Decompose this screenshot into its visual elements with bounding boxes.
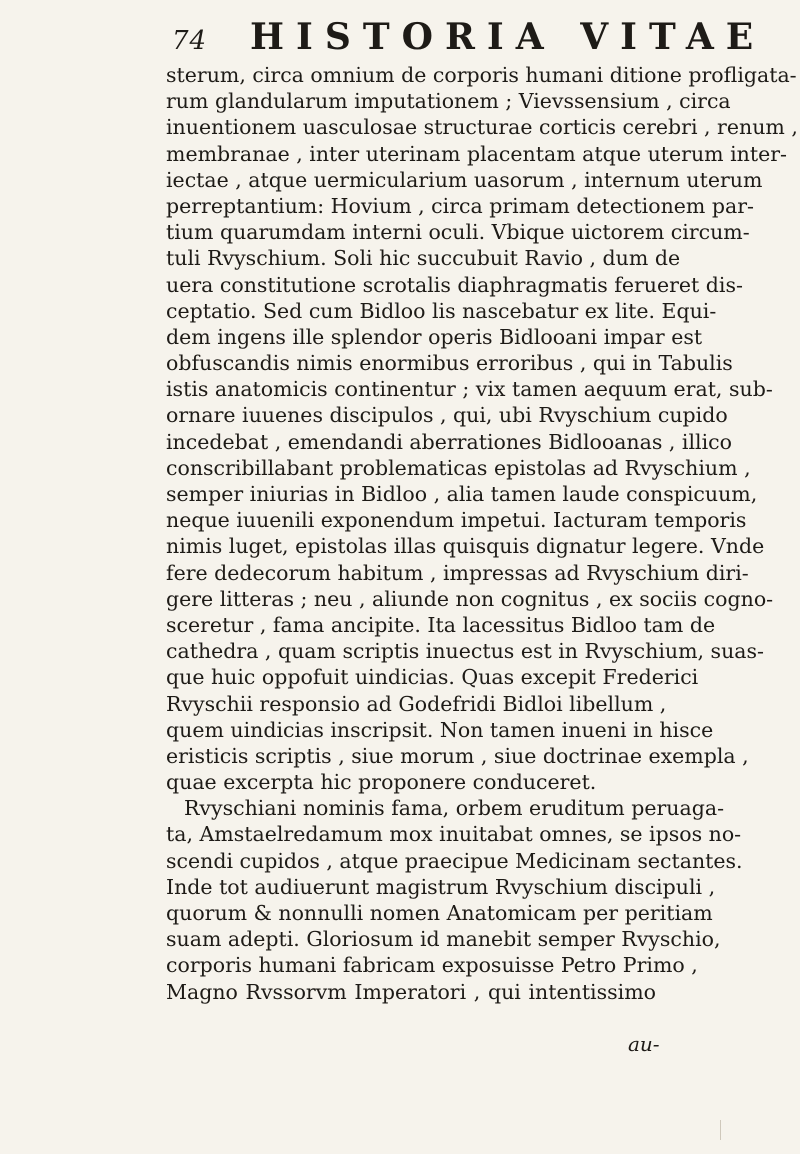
text-line: ornare iuuenes discipulos , qui, ubi Rvyschium cupido (166, 403, 728, 428)
text-line: sceretur , fama ancipite. Ita lacessitus Bidloo tam de (166, 612, 716, 637)
text-line: Rvyschii responsio ad Godefridi Bidloi libellum , (166, 691, 667, 716)
text-line: nimis luget, epistolas illas quisquis dignatur legere. Vnde (166, 534, 765, 559)
text-line: conscribillabant problematicas epistolas ad Rvyschium , (166, 455, 751, 480)
text-line: obfuscandis nimis enormibus erroribus , qui in Tabulis (166, 351, 733, 376)
text-line: perreptantium: Hovium , circa primam detectionem par- (166, 193, 754, 218)
text-line: istis anatomicis continentur ; vix tamen aequum erat, sub- (166, 377, 773, 402)
text-line: quorum & nonnulli nomen Anatomicam per peritiam (166, 901, 713, 925)
text-line: suam adepti. Gloriosum id manebit semper Rvyschio, (166, 927, 721, 952)
catchword: au- (628, 1032, 660, 1056)
running-title: HISTORIA VITAE (250, 16, 766, 58)
text-line: que huic oppofuit uindicias. Quas excepit Frederici (166, 665, 699, 690)
text-line: eristicis scriptis , siue morum , siue doctrinae exempla , (166, 743, 749, 768)
text-line: rum glandularum imputationem ; Vievssensium , circa (166, 89, 731, 114)
text-line: ta, Amstaelredamum mox inuitabat omnes, se ipsos no- (166, 822, 742, 847)
text-line: scendi cupidos , atque praecipue Medicinam sectantes. (166, 848, 743, 873)
text-line: semper iniurias in Bidloo , alia tamen laude conspicuum, (166, 482, 758, 506)
text-line: inuentionem uasculosae structurae corticis cerebri , renum , (166, 115, 798, 140)
body-text (166, 62, 798, 1005)
text-line: corporis humani fabricam exposuisse Petro Primo , (166, 953, 698, 978)
text-line: Inde tot audiuerunt magistrum Rvyschium discipuli , (166, 874, 716, 899)
page-header (0, 14, 800, 62)
text-line: gere litteras ; neu , aliunde non cognitus , ex sociis cogno- (166, 586, 774, 611)
text-line: cathedra , quam scriptis inuectus est in Rvyschium, suas- (166, 639, 764, 664)
text-line: tuli Rvyschium. Soli hic succubuit Ravio , dum de (166, 246, 681, 271)
paper-mark (720, 1120, 727, 1140)
text-line: ceptatio. Sed cum Bidloo lis nascebatur ex lite. Equi- (166, 298, 717, 323)
text-line: incedebat , emendandi aberrationes Bidlooanas , illico (166, 429, 732, 454)
text-line: Magno Rvssorvm Imperatori , qui intentissimo (166, 979, 656, 1004)
text-line: quae excerpta hic proponere conduceret. (166, 770, 597, 795)
text-line: tium quarumdam interni oculi. Vbique uictorem circum- (166, 220, 750, 245)
text-line: sterum, circa omnium de corporis humani ditione profligata- (166, 63, 797, 87)
text-line: iectae , atque uermicularium uasorum , internum uterum (166, 167, 763, 192)
text-line: dem ingens ille splendor operis Bidlooani impar est (166, 324, 703, 349)
page-number: 74 (172, 26, 208, 56)
text-line: neque iuuenili exponendum impetui. Iacturam temporis (166, 508, 747, 533)
text-line: membranae , inter uterinam placentam atque uterum inter- (166, 141, 787, 166)
text-line: Rvyschiani nominis fama, orbem eruditum peruaga- (184, 796, 725, 821)
text-line: uera constitutione scrotalis diaphragmatis ferueret dis- (166, 272, 743, 297)
text-line: fere dedecorum habitum , impressas ad Rvyschium diri- (166, 560, 749, 585)
text-line: quem uindicias inscripsit. Non tamen inueni in hisce (166, 717, 714, 742)
